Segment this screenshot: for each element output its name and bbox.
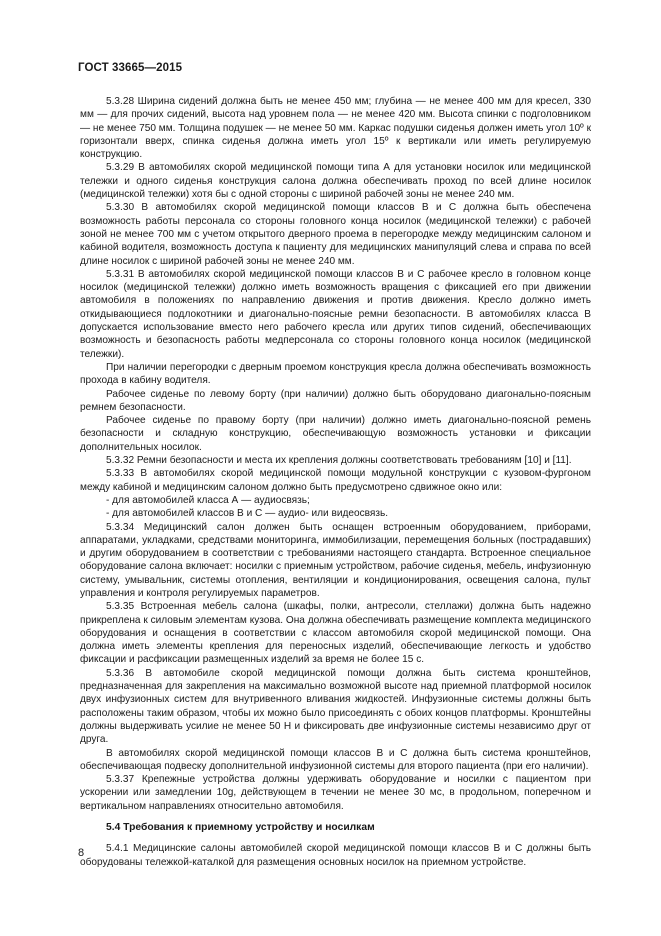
list-item-class-b-c: - для автомобилей классов В и С — аудио- или видеосвязь. (106, 508, 389, 520)
paragraph-5-3-28: 5.3.28 Ширина сидений должна быть не менее 450 мм; глубина — не менее 400 мм для кресел, 330 мм — для прочих сидений, высота над уровнем пола — не менее 420 мм. Высота спинки с подголовником — не менее 750 мм. Толщина подушек — не менее 50 мм. Каркас подушки сиденья должен иметь угол 10º к горизонтали вверх, спинка сиденья должна иметь угол 15º к вертикали или иметь регулируемую конструкцию. (80, 96, 591, 161)
paragraph-5-3-35: 5.3.35 Встроенная мебель салона (шкафы, полки, антресоли, стеллажи) должна быть надежно прикреплена к силовым элементам кузова. Она должна обеспечивать размещение комплекта медицинского оборудования и оснащения в соответствии с классом автомобиля скорой медицинской помощи. Она должна иметь элементы крепления для переносных изделий, обеспечивающие легкость и удобство фиксации и расфиксации размещенных изделий за время не более 15 с. (80, 601, 591, 666)
list-item-class-a: - для автомобилей класса А — аудиосвязь; (106, 494, 310, 506)
paragraph-5-3-30: 5.3.30 В автомобилях скорой медицинской помощи классов В и С должна быть обеспечена возможность работы персонала со стороны головного конца носилок (медицинской тележки) с рабочей зоной не менее 700 мм с учетом открытого дверного проема в перегородке между медицинским салоном и кабиной водителя, возможность доступа к пациенту для медицинских манипуляций слева и справа по всей длине носилок с шириной рабочей зоны не менее 240 мм. (80, 202, 591, 267)
section-heading-5-4: 5.4 Требования к приемному устройству и носилкам (106, 822, 375, 834)
document-body (80, 95, 591, 869)
paragraph-5-3-34: 5.3.34 Медицинский салон должен быть оснащен встроенным оборудованием, приборами, аппаратами, укладками, средствами мониторинга, иммобилизации, перемещения больных (пострадавших) и другим оборудованием в соответствии с требованиями настоящего стандарта. Встроенное специальное оборудование салона включает: носилки с приемным устройством, рабочие сиденья, мебель, инфузионную систему, умывальник, системы отопления, вентиляции и кондиционирования, освещения салона, пульт управления и контроля регулируемых параметров. (80, 521, 591, 599)
paragraph-right-seat: Рабочее сиденье по правому борту (при наличии) должно иметь диагонально-поясной ремень безопасности и складную конструкцию, обеспечивающую возможность установки и фиксации дополнительных носилок. (80, 415, 591, 453)
paragraph-5-3-32: 5.3.32 Ремни безопасности и места их крепления должны соответствовать требованиям [10] и [11]. (106, 455, 572, 467)
paragraph-5-3-37: 5.3.37 Крепежные устройства должны удерживать оборудование и носилки с пациентом при ускорении или замедлении 10g, действующем в течении не менее 30 мс, в продольном, поперечном и вертикальном направлениях относительно автомобиля. (80, 774, 591, 812)
paragraph-5-3-33: 5.3.33 В автомобилях скорой медицинской помощи модульной конструкции с кузовом-фургоном между кабиной и медицинским салоном должно быть предусмотрено сдвижное окно или: (80, 468, 591, 493)
paragraph-5-3-31: 5.3.31 В автомобилях скорой медицинской помощи классов В и С рабочее кресло в головном конце носилок (медицинской тележки) должно иметь возможность вращения с фиксацией его при движении автомобиля в положениях по направлению движения и против движения. Кресло должно иметь откидывающиеся подлокотники и диагонально-поясные ремни безопасности. В автомобилях класса В допускается использование вместо него рабочего кресла или других типов сидений, обеспечивающих возможность и безопасность работы медперсонала со стороны головного конца носилок (медицинской тележки). (80, 268, 591, 360)
paragraph-partition-seat: При наличии перегородки с дверным проемом конструкция кресла должна обеспечивать возможность прохода в кабину водителя. (80, 361, 591, 387)
paragraph-5-4-1: 5.4.1 Медицинские салоны автомобилей скорой медицинской помощи классов В и С должны быть оборудованы тележкой-каталкой для размещения основных носилок на приемном устройстве. (80, 843, 591, 868)
document-header: ГОСТ 33665—2015 (78, 62, 183, 74)
paragraph-left-seat: Рабочее сиденье по левому борту (при наличии) должно быть оборудовано диагонально-поясным ремнем безопасности. (80, 388, 591, 413)
paragraph-5-3-36: 5.3.36 В автомобиле скорой медицинской помощи должна быть система кронштейнов, предназначенная для закрепления на максимально возможной высоте над приемной платформой носилок двух инфузионных систем для внутривенного вливания жидкостей. Инфузионные системы должны быть расположены таким образом, чтобы их можно было присоединять с обоих концов платформы. Кронштейны должны выдерживать усилие не менее 50 Н и фиксировать две инфузионные системы независимо друг от друга. (80, 667, 591, 746)
paragraph-5-3-29: 5.3.29 В автомобилях скорой медицинской помощи типа А для установки носилок или медицинской тележки и одного сиденья конструкция салона должна обеспечивать проход по всей длине носилок (медицинской тележки) хотя бы с одной стороны с шириной рабочей зоны не менее 240 мм. (80, 162, 591, 201)
paragraph-brackets-second-patient: В автомобилях скорой медицинской помощи классов В и С должна быть система кронштейнов, обеспечивающая подвеску дополнительной инфузионной системы для второго пациента (при его наличии). (80, 747, 591, 772)
page-number: 8 (78, 847, 85, 859)
